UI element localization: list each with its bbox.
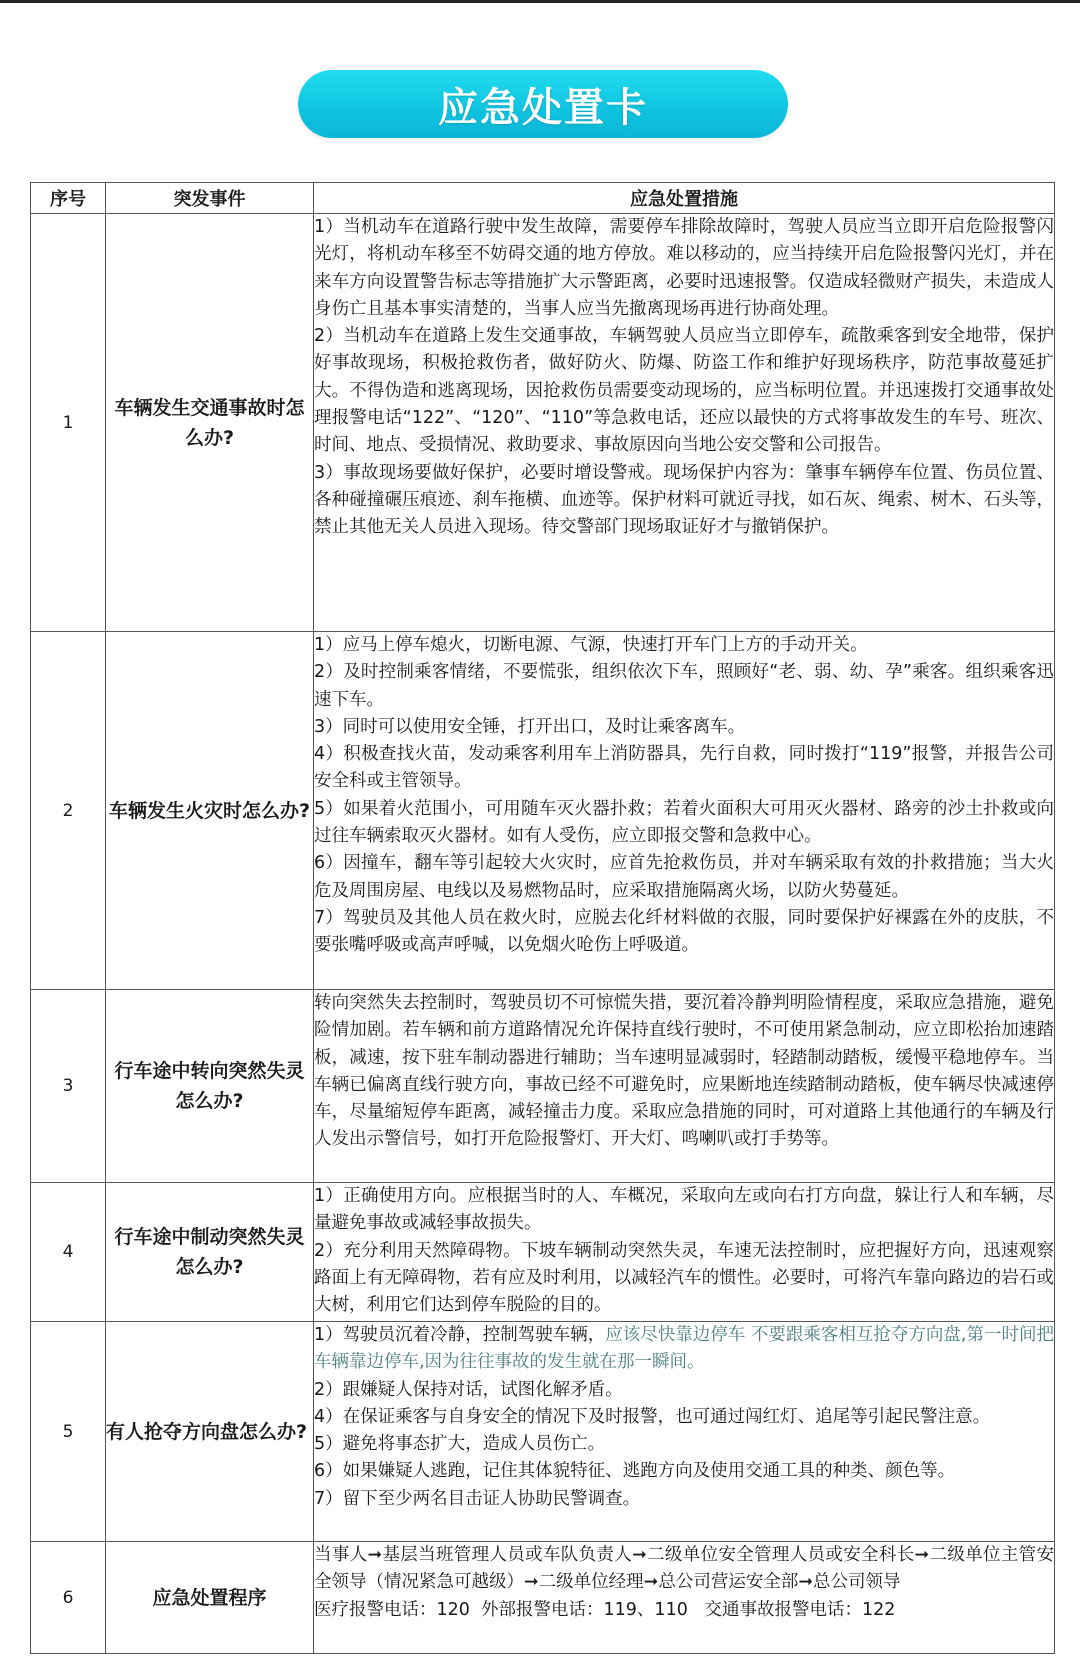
measure-item: 5）如果着火范围小，可用随车灭火器扑救；若着火面积大可用灭火器材、路旁的沙土扑救或向过往车辆索取灭火器材。如有人受伤，应立即报交警和急救中心。 bbox=[314, 798, 1054, 847]
measures-cell bbox=[314, 1322, 1055, 1542]
measure-item: 转向突然失去控制时，驾驶员切不可惊慌失措，要沉着冷静判明险情程度，采取应急措施，避免险情加剧。若车辆和前方道路情况允许保持直线行驶时，不可使用紧急制动，应立即松抬加速踏板，减速，按下驻车制动器进行辅助；当车速明显减弱时，轻踏制动踏板，缓慢平稳地停车。当车辆已偏离直线行驶方向，事故已经不可避免时，应果断地连续踏制动踏板，使车辆尽快减速停车，尽量缩短停车距离，减轻撞击力度。采取应急措施的同时，可对道路上其他通行的车辆及行人发出示警信号，如打开危险报警灯、开大灯、鸣喇叭或打手势等。 bbox=[314, 993, 1054, 1150]
row-number: 3 bbox=[31, 990, 106, 1183]
table-row bbox=[31, 1542, 1055, 1654]
measure-item: 2）充分利用天然障碍物。下坡车辆制动突然失灵，车速无法控制时，应把握好方向，迅速观察路面上有无障碍物，若有应及时利用，以减轻汽车的惯性。必要时，可将汽车靠向路边的岩石或大树，利用它们达到停车脱险的目的。 bbox=[314, 1240, 1054, 1316]
measures-cell bbox=[314, 990, 1055, 1183]
measure-item: 2）当机动车在道路上发生交通事故，车辆驾驶人员应当立即停车，疏散乘客到安全地带，保护好事故现场，积极抢救伤者，做好防火、防爆、防盗工作和维护好现场秩序，防范事故蔓延扩大。不得伪造和逃离现场，因抢救伤员需要变动现场的，应当标明位置。并迅速拨打交通事故处理报警电话“122”、“120”、“110”等急救电话，还应以最快的方式将事故发生的车号、班次、时间、地点、受损情况、救助要求、事故原因向当地公安交警和公司报告。 bbox=[314, 326, 1054, 456]
table-row bbox=[31, 990, 1055, 1183]
table-header-row bbox=[31, 183, 1055, 214]
header-no: 序号 bbox=[31, 183, 106, 214]
measure-item: 6）因撞车，翻车等引起较大火灾时，应首先抢救伤员，并对车辆采取有效的扑救措施；当大火危及周围房屋、电线以及易燃物品时，应采取措施隔离火场，以防火势蔓延。 bbox=[314, 853, 1054, 901]
event-name: 行车途中转向突然失灵怎么办? bbox=[106, 990, 314, 1183]
row-number: 5 bbox=[31, 1322, 106, 1542]
measure-item: 1）正确使用方向。应根据当时的人、车概况，采取向左或向右打方向盘，躲让行人和车辆，尽量避免事故或减轻事故损失。 bbox=[314, 1186, 1054, 1234]
page-title: 应急处置卡 bbox=[438, 83, 648, 131]
measures-cell bbox=[314, 1183, 1055, 1322]
event-name: 有人抢夺方向盘怎么办? bbox=[106, 1322, 314, 1542]
measure-item: 6）如果嫌疑人逃跑，记住其体貌特征、逃跑方向及使用交通工具的种类、颜色等。 bbox=[314, 1461, 956, 1482]
measures-cell bbox=[314, 214, 1055, 632]
top-border-line bbox=[0, 0, 1080, 3]
measure-item: 2）及时控制乘客情绪，不要慌张，组织依次下车，照顾好“老、弱、幼、孕”乘客。组织乘客迅速下车。 bbox=[314, 662, 1054, 710]
event-name: 车辆发生火灾时怎么办? bbox=[106, 632, 314, 990]
measure-item: 7）留下至少两名目击证人协助民警调查。 bbox=[314, 1488, 641, 1509]
procedure-flow: 当事人➞基层当班管理人员或车队负责人➞二级单位安全管理人员或安全科长➞二级单位主管安全领导（情况紧急可越级）➞二级单位经理➞总公司营运安全部➞总公司领导 bbox=[314, 1545, 1054, 1593]
row-number: 1 bbox=[31, 214, 106, 632]
event-name: 应急处置程序 bbox=[106, 1542, 314, 1654]
measure-item bbox=[314, 1322, 1054, 1377]
measure-item: 4）在保证乘客与自身安全的情况下及时报警，也可通过闯红灯、追尾等引起民警注意。 bbox=[314, 1406, 991, 1427]
table-row bbox=[31, 1183, 1055, 1322]
emergency-phones: 医疗报警电话：120 外部报警电话：119、110 交通事故报警电话：122 bbox=[314, 1599, 896, 1620]
title-banner bbox=[298, 70, 788, 138]
event-name: 行车途中制动突然失灵怎么办? bbox=[106, 1183, 314, 1322]
header-event: 突发事件 bbox=[106, 183, 314, 214]
measure-item: 3）同时可以使用安全锤，打开出口，及时让乘客离车。 bbox=[314, 716, 746, 737]
measure-item: 4）积极查找火苗，发动乘客利用车上消防器具，先行自救，同时拨打“119”报警，并报告公司安全科或主管领导。 bbox=[314, 744, 1054, 792]
table-row bbox=[31, 1322, 1055, 1542]
measure-item: 1）应马上停车熄火，切断电源、气源，快速打开车门上方的手动开关。 bbox=[314, 635, 868, 655]
measure-highlight: 应该尽快靠边停车 不要跟乘客相互抢夺方向盘,第一时间把车辆靠边停车,因为往往事故的发生就在那一瞬间。 bbox=[314, 1325, 1054, 1373]
row-number: 2 bbox=[31, 632, 106, 990]
table-row bbox=[31, 214, 1055, 632]
measure-item: 2）跟嫌疑人保持对话，试图化解矛盾。 bbox=[314, 1379, 623, 1400]
measure-item: 5）避免将事态扩大，造成人员伤亡。 bbox=[314, 1434, 606, 1455]
measure-item: 1）当机动车在道路行驶中发生故障，需要停车排除故障时，驾驶人员应当立即开启危险报警闪光灯，将机动车移至不妨碍交通的地方停放。难以移动的，应当持续开启危险报警闪光灯，并在来车方向设置警告标志等措施扩大示警距离，必要时迅速报警。仅造成轻微财产损失，未造成人身伤亡且基本事实清楚的，当事人应当先撤离现场再进行协商处理。 bbox=[314, 217, 1054, 319]
measures-cell bbox=[314, 1542, 1055, 1654]
measure-item: 7）驾驶员及其他人员在救火时，应脱去化纤材料做的衣服，同时要保护好裸露在外的皮肤，不要张嘴呼吸或高声呼喊，以免烟火呛伤上呼吸道。 bbox=[314, 907, 1054, 956]
table-row bbox=[31, 632, 1055, 990]
row-number: 6 bbox=[31, 1542, 106, 1654]
event-name: 车辆发生交通事故时怎么办? bbox=[106, 214, 314, 632]
emergency-table bbox=[30, 182, 1055, 1654]
header-measures: 应急处置措施 bbox=[314, 183, 1055, 214]
measure-item: 3）事故现场要做好保护，必要时增设警戒。现场保护内容为：肇事车辆停车位置、伤员位置、各种碰撞碾压痕迹、刹车拖横、血迹等。保护材料可就近寻找，如石灰、绳索、树木、石头等，禁止其他无关人员进入现场。待交警部门现场取证好才与撤销保护。 bbox=[314, 462, 1054, 538]
measures-cell bbox=[314, 632, 1055, 990]
measure-lead: 1）驾驶员沉着冷静，控制驾驶车辆， bbox=[314, 1325, 606, 1345]
row-number: 4 bbox=[31, 1183, 106, 1322]
